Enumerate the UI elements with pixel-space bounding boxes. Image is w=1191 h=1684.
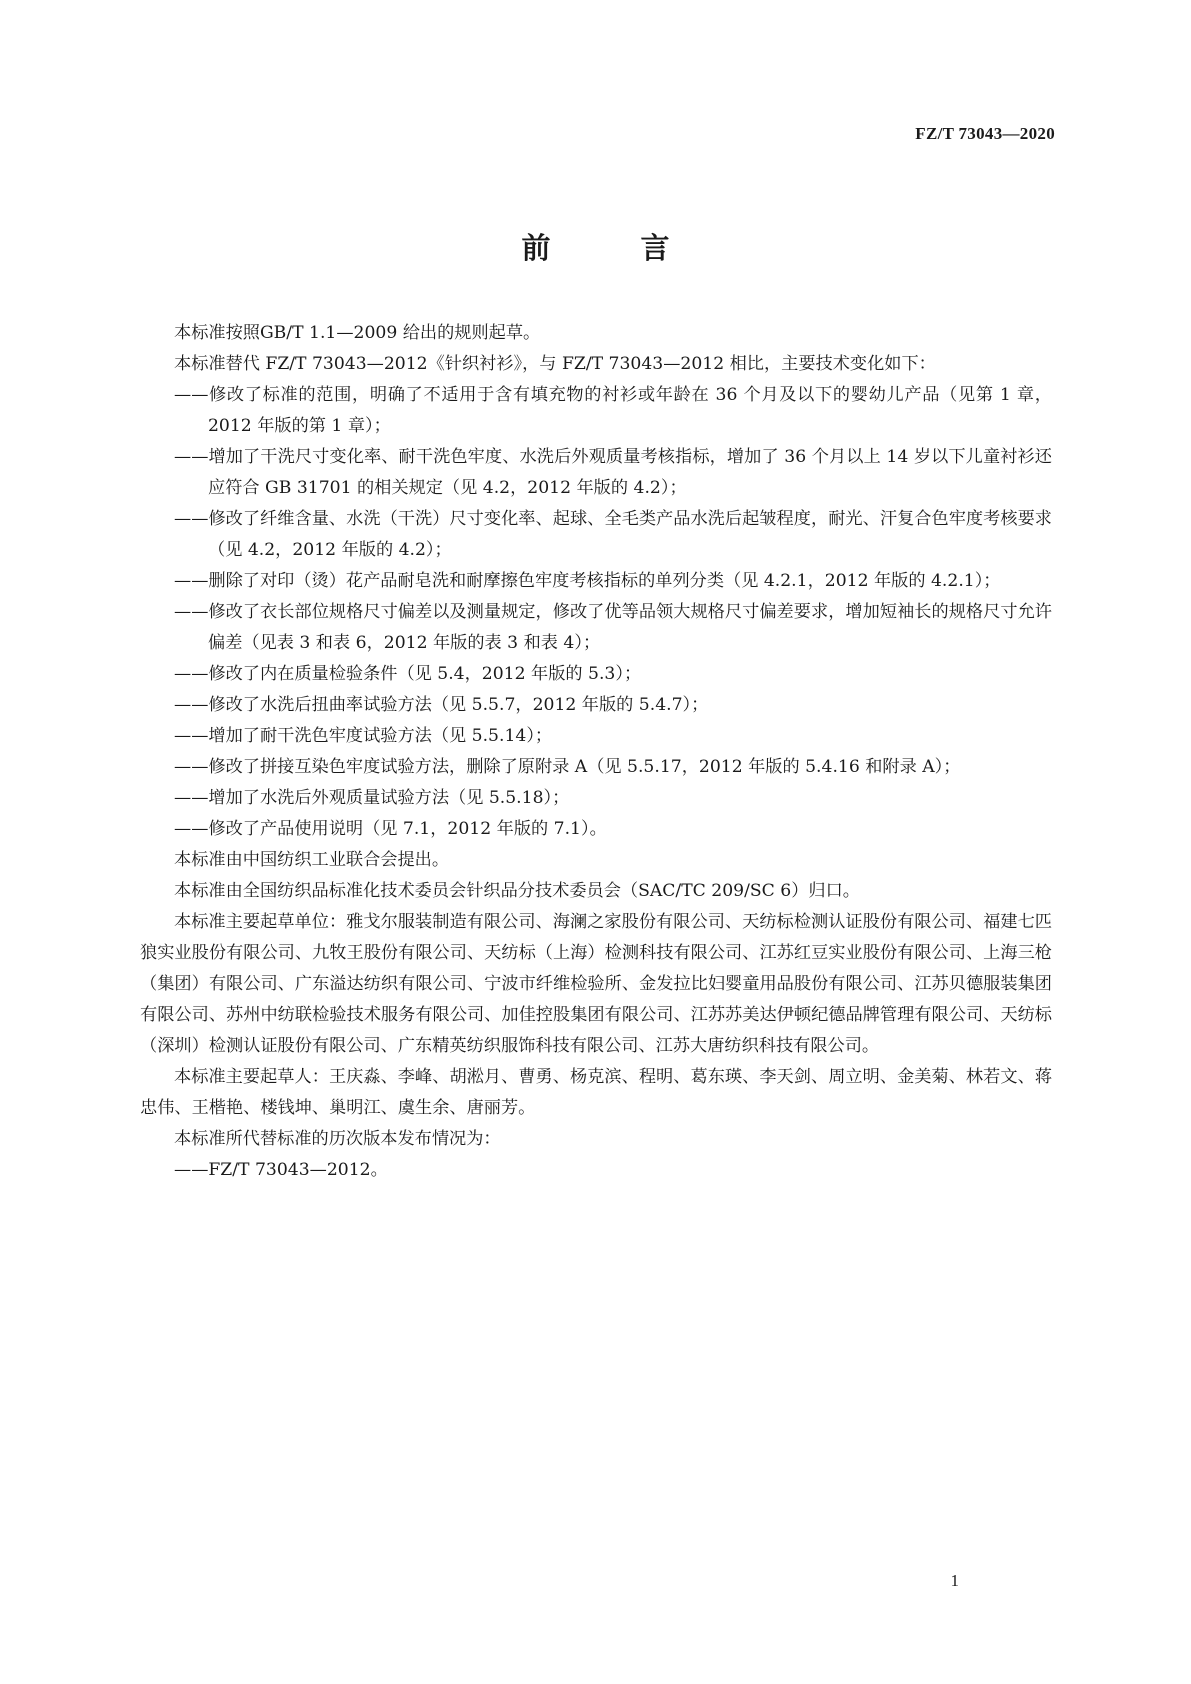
change-item-text: ——修改了衣长部位规格尺寸偏差以及测量规定，修改了优等品领大规格尺寸偏差要求，增加短袖长的规格尺寸允许偏差（见表 3 和表 6，2012 年版的表 3 和表 4）； (174, 602, 1052, 653)
list-item (140, 597, 1052, 659)
paragraph-committee: 本标准由全国纺织品标准化技术委员会针织品分技术委员会（SAC/TC 209/SC 6）归口。 (174, 881, 860, 901)
list-item (140, 1155, 1052, 1186)
list-item (140, 659, 1052, 690)
standard-number: FZ/T 73043—2020 (915, 124, 1055, 143)
list-item (140, 752, 1052, 783)
paragraph-drafting-rules: 本标准按照GB/T 1.1—2009 给出的规则起草。 (174, 323, 541, 343)
change-item-text: ——修改了纤维含量、水洗（干洗）尺寸变化率、起球、全毛类产品水洗后起皱程度，耐光、汗复合色牢度考核要求（见 4.2，2012 年版的 4.2）； (174, 509, 1052, 560)
list-item (140, 690, 1052, 721)
list-item (140, 566, 1052, 597)
change-item-text: ——修改了产品使用说明（见 7.1，2012 年版的 7.1）。 (174, 819, 607, 839)
paragraph-replacement: 本标准替代 FZ/T 73043—2012《针织衬衫》，与 FZ/T 73043—2012 相比，主要技术变化如下： (174, 354, 936, 374)
page-number: 1 (950, 1571, 959, 1590)
history-item-text: ——FZ/T 73043—2012。 (174, 1160, 388, 1180)
foreword-body (140, 318, 1052, 1186)
change-item-text: ——增加了干洗尺寸变化率、耐干洗色牢度、水洗后外观质量考核指标，增加了 36 个月以上 14 岁以下儿童衬衫还应符合 GB 31701 的相关规定（见 4.2，2012 年版的 4.2）； (174, 447, 1052, 498)
list-item (140, 442, 1052, 504)
change-item-text: ——修改了拼接互染色牢度试验方法，删除了原附录 A（见 5.5.17，2012 年版的 5.4.16 和附录 A）； (174, 757, 961, 777)
page-title: 前 言 (521, 231, 710, 265)
change-item-text: ——删除了对印（烫）花产品耐皂洗和耐摩擦色牢度考核指标的单列分类（见 4.2.1，2012 年版的 4.2.1）； (174, 571, 1001, 591)
change-item-text: ——修改了水洗后扭曲率试验方法（见 5.5.7，2012 年版的 5.4.7）； (174, 695, 709, 715)
list-item (140, 504, 1052, 566)
change-item-text: ——增加了水洗后外观质量试验方法（见 5.5.18）； (174, 788, 570, 808)
list-item (140, 380, 1052, 442)
change-item-text: ——增加了耐干洗色牢度试验方法（见 5.5.14）； (174, 726, 553, 746)
list-item (140, 783, 1052, 814)
change-item-text: ——修改了标准的范围，明确了不适用于含有填充物的衬衫或年龄在 36 个月及以下的婴幼儿产品（见第 1 章，2012 年版的第 1 章）； (174, 385, 1052, 436)
paragraph-proposer: 本标准由中国纺织工业联合会提出。 (174, 850, 450, 870)
list-item (140, 721, 1052, 752)
change-item-text: ——修改了内在质量检验条件（见 5.4，2012 年版的 5.3）； (174, 664, 642, 684)
paragraph-history-intro: 本标准所代替标准的历次版本发布情况为： (174, 1129, 501, 1149)
list-item (140, 814, 1052, 845)
paragraph-drafters: 本标准主要起草人：王庆淼、李峰、胡淞月、曹勇、杨克滨、程明、葛东瑛、李天剑、周立明、金美菊、林若文、蒋忠伟、王楷艳、楼钱坤、巢明江、虞生余、唐丽芳。 (140, 1067, 1052, 1118)
changes-list (140, 380, 1052, 845)
paragraph-drafting-units: 本标准主要起草单位：雅戈尔服装制造有限公司、海澜之家股份有限公司、天纺标检测认证股份有限公司、福建七匹狼实业股份有限公司、九牧王股份有限公司、天纺标（上海）检测科技有限公司、江苏红豆实业股份有限公司、上海三枪（集团）有限公司、广东溢达纺织有限公司、宁波市纤维检验所、金发拉比妇婴童用品股份有限公司、江苏贝德服装集团有限公司、苏州中纺联检验技术服务有限公司、加佳控股集团有限公司、江苏苏美达伊顿纪德品牌管理有限公司、天纺标（深圳）检测认证股份有限公司、广东精英纺织服饰科技有限公司、江苏大唐纺织科技有限公司。 (140, 912, 1052, 1056)
